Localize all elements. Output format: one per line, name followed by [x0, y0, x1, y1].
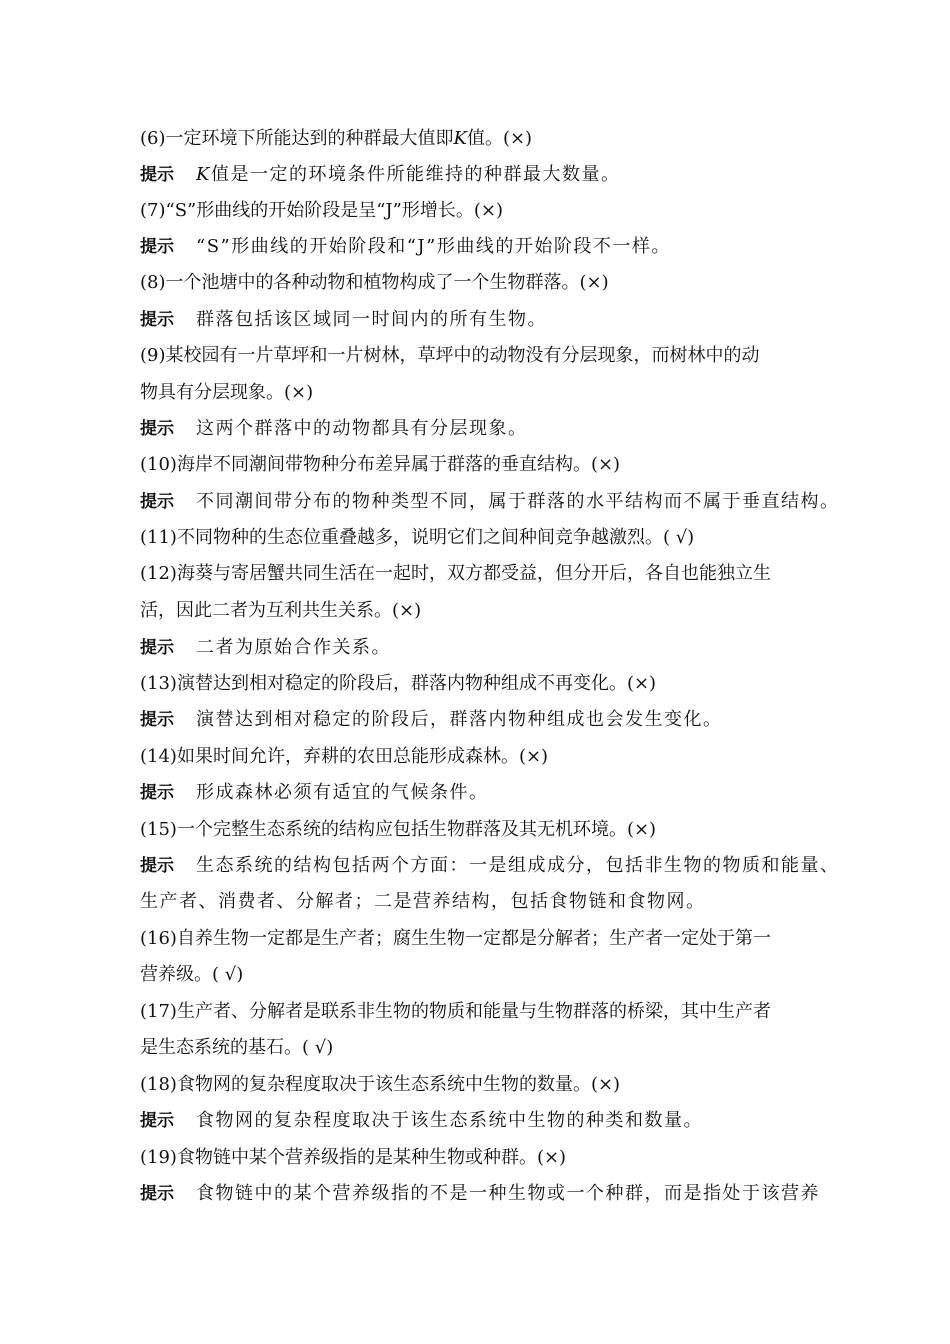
hint-14 [140, 775, 489, 811]
statement-8: (8)一个池塘中的各种动物和植物构成了一个生物群落。(×) [140, 272, 609, 293]
hint-text: 食物链中的某个营养级指的不是一种生物或一个种群，而是指处于该营养 [196, 1183, 820, 1204]
hint-label: 提示 [140, 710, 174, 730]
hint-text: 形成森林必须有适宜的气候条件。 [196, 782, 489, 803]
statement-14: (14)如果时间允许，弃耕的农田总能形成森林。(×) [140, 746, 549, 767]
statement-9-line-1: (9)某校园有一片草坪和一片树林，草坪中的动物没有分层现象，而树林中的动 [140, 345, 760, 366]
hint-label: 提示 [140, 310, 174, 330]
hint-7 [140, 229, 671, 265]
statement-12-line-2: 活，因此二者为互利共生关系。(×) [140, 600, 422, 621]
statement-18: (18)食物网的复杂程度取决于该生态系统中生物的数量。(×) [140, 1074, 621, 1095]
hint-18 [140, 1103, 703, 1139]
hint-text: 二者为原始合作关系。 [196, 637, 391, 658]
hint-text: “S”形曲线的开始阶段和“J”形曲线的开始阶段不一样。 [196, 236, 671, 257]
hint-8 [140, 302, 547, 338]
statement-16-line-2: 营养级。( √) [140, 964, 244, 985]
hint-label: 提示 [140, 638, 174, 658]
statement-9-line-2: 物具有分层现象。(×) [140, 382, 314, 403]
statement-17-line-2: 是生态系统的基石。( √) [140, 1037, 334, 1058]
statement-19: (19)食物链中某个营养级指的是某种生物或种群。(×) [140, 1147, 567, 1168]
statement-7: (7)“S”形曲线的开始阶段是呈“J”形增长。(×) [140, 200, 503, 221]
hint-13 [140, 702, 723, 738]
hint-label: 提示 [140, 783, 174, 803]
hint-12 [140, 630, 391, 666]
statement-text: (6)一定环境下所能达到的种群最大值即 [140, 128, 454, 149]
hint-9 [140, 411, 528, 447]
statement-15: (15)一个完整生态系统的结构应包括生物群落及其无机环境。(×) [140, 819, 657, 840]
hint-label: 提示 [140, 492, 174, 512]
statement-12-line-1: (12)海葵与寄居蟹共同生活在一起时，双方都受益，但分开后，各自也能独立生 [140, 563, 771, 584]
hint-text: 生产者、消费者、分解者；二是营养结构，包括食物链和食物网。 [140, 891, 706, 912]
hint-label: 提示 [140, 1184, 174, 1204]
hint-label: 提示 [140, 419, 174, 439]
hint-label: 提示 [140, 1111, 174, 1131]
hint-label: 提示 [140, 856, 174, 876]
hint-19 [140, 1176, 820, 1212]
hint-15-continued [140, 884, 706, 920]
statement-16-line-1: (16)自养生物一定都是生产者；腐生生物一定都是分解者；生产者一定处于第一 [140, 928, 771, 949]
statement-13: (13)演替达到相对稳定的阶段后，群落内物种组成不再变化。(×) [140, 673, 657, 694]
hint-15 [140, 848, 840, 884]
hint-text: 值是一定的环境条件所能维持的种群最大数量。 [210, 164, 621, 185]
hint-label: 提示 [140, 237, 174, 257]
k-symbol: K [453, 128, 467, 149]
statement-17-line-1: (17)生产者、分解者是联系非生物的物质和能量与生物群落的桥梁，其中生产者 [140, 1001, 771, 1022]
hint-text: 群落包括该区域同一时间内的所有生物。 [196, 309, 547, 330]
statement-10: (10)海岸不同潮间带物种分布差异属于群落的垂直结构。(×) [140, 454, 621, 475]
hint-6 [140, 157, 620, 193]
hint-text: 这两个群落中的动物都具有分层现象。 [196, 418, 528, 439]
hint-text: 生态系统的结构包括两个方面：一是组成成分，包括非生物的物质和能量、 [196, 855, 840, 876]
statement-text: 值。(×) [466, 128, 533, 149]
hint-text: 演替达到相对稳定的阶段后，群落内物种组成也会发生变化。 [196, 709, 723, 730]
hint-text: 不同潮间带分布的物种类型不同，属于群落的水平结构而不属于垂直结构。 [196, 491, 840, 512]
hint-label: 提示 [140, 165, 174, 185]
statement-6 [140, 121, 532, 157]
statement-11: (11)不同物种的生态位重叠越多，说明它们之间种间竞争越激烈。( √) [140, 527, 695, 548]
hint-10 [140, 484, 840, 520]
hint-text: 食物网的复杂程度取决于该生态系统中生物的种类和数量。 [196, 1110, 703, 1131]
k-symbol: K [196, 164, 211, 185]
